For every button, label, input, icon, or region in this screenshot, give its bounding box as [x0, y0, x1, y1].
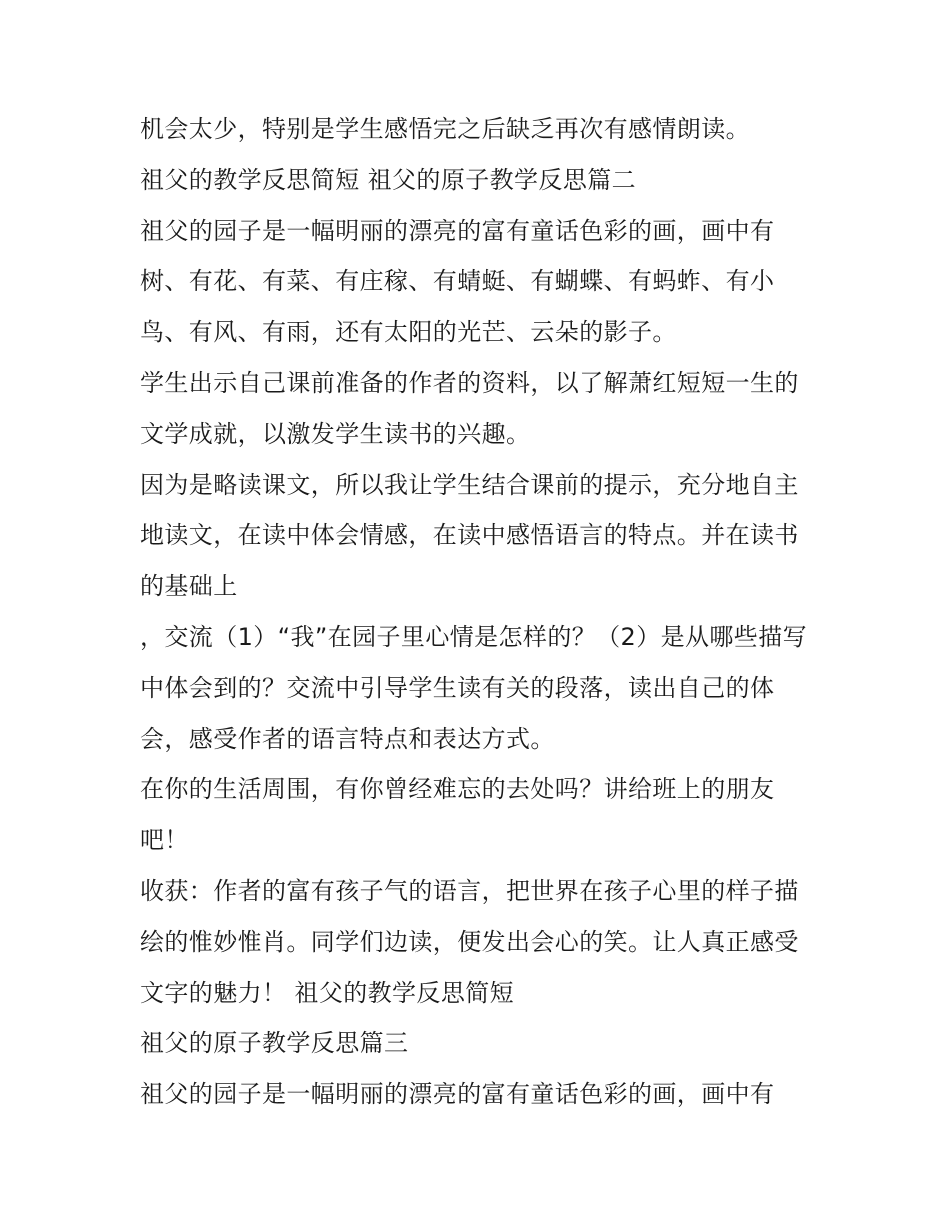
text-line: 会，感受作者的语言特点和表达方式。: [140, 724, 555, 753]
text-line: 绘的惟妙惟肖。同学们边读，便发出会心的笑。让人真正感受: [140, 927, 799, 956]
text-line: ，交流（1）“我”在园子里心情是怎样的？（2）是从哪些描写: [140, 622, 808, 651]
text-line: 吧！: [140, 826, 189, 855]
text-line: 中体会到的？交流中引导学生读有关的段落，读出自己的体: [140, 673, 775, 702]
document-body: [140, 104, 830, 1120]
section-heading: 祖父的教学反思简短 祖父的原子教学反思篇二: [140, 165, 637, 194]
text-line: 祖父的园子是一幅明丽的漂亮的富有童话色彩的画，画中有: [140, 1080, 775, 1109]
text-line: 在你的生活周围，有你曾经难忘的去处吗？讲给班上的朋友: [140, 775, 775, 804]
text-line: 地读文，在读中体会情感，在读中感悟语言的特点。并在读书: [140, 521, 799, 550]
text-line: 文学成就，以激发学生读书的兴趣。: [140, 419, 531, 448]
text-line: 因为是略读课文，所以我让学生结合课前的提示，充分地自主: [140, 470, 799, 499]
text-line: 机会太少，特别是学生感悟完之后缺乏再次有感情朗读。: [140, 115, 750, 143]
text-line: 鸟、有风、有雨，还有太阳的光芒、云朵的影子。: [140, 318, 677, 347]
text-line: 文字的魅力！ 祖父的教学反思简短: [140, 978, 515, 1007]
text-line: 学生出示自己课前准备的作者的资料，以了解萧红短短一生的: [140, 368, 799, 397]
text-line: 祖父的园子是一幅明丽的漂亮的富有童话色彩的画，画中有: [140, 216, 775, 245]
section-heading: 祖父的原子教学反思篇三: [140, 1029, 409, 1058]
text-line: 树、有花、有菜、有庄稼、有蜻蜓、有蝴蝶、有蚂蚱、有小: [140, 267, 775, 296]
text-line: 的基础上: [140, 572, 238, 601]
text-line: 收获：作者的富有孩子气的语言，把世界在孩子心里的样子描: [140, 876, 799, 905]
